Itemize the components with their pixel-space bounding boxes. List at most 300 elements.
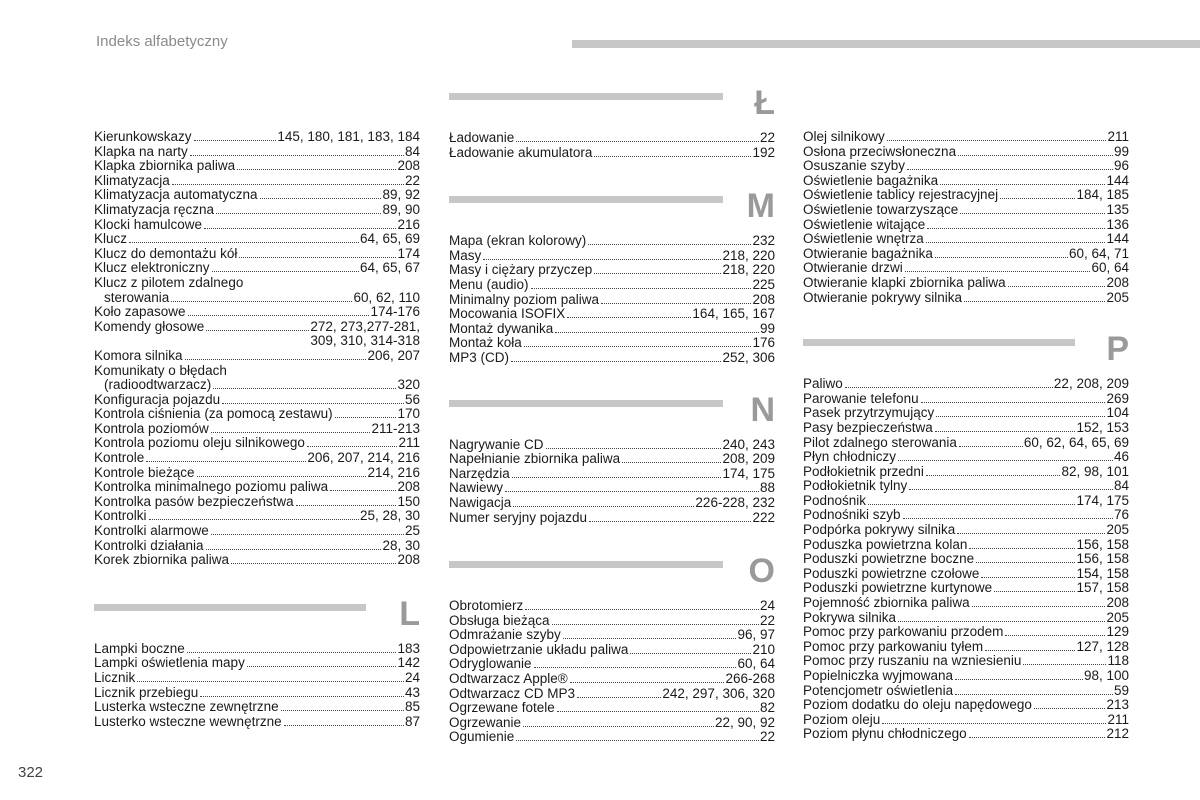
- dot-leader: [505, 491, 759, 492]
- index-entry: [803, 291, 1129, 306]
- index-term: Komendy głosowe: [94, 318, 205, 334]
- index-entry: [803, 596, 1129, 611]
- index-entry: [803, 130, 1129, 145]
- index-entry: [94, 422, 420, 437]
- index-entry: [449, 263, 775, 278]
- index-pages: 99: [759, 320, 775, 336]
- section-divider-bar: [94, 604, 366, 611]
- dot-leader: [237, 169, 396, 170]
- index-pages: 216: [397, 216, 420, 232]
- index-pages: 208: [1106, 274, 1129, 290]
- index-entry: [803, 276, 1129, 291]
- index-pages: 60, 62, 110: [353, 289, 420, 305]
- index-entry: [94, 686, 420, 701]
- index-pages: 174, 175: [1076, 492, 1129, 508]
- index-entry: [449, 614, 775, 629]
- index-term: Koło zapasowe: [94, 304, 186, 320]
- index-pages: 96, 97: [737, 627, 775, 643]
- index-pages: 96: [1113, 158, 1129, 174]
- dot-leader: [524, 346, 752, 347]
- dot-leader: [296, 505, 397, 506]
- index-pages: 156, 158: [1076, 551, 1129, 567]
- index-pages: 28, 30: [382, 537, 420, 553]
- index-pages: 60, 64: [737, 656, 775, 672]
- index-entry: [803, 552, 1129, 567]
- index-pages: 208, 209: [722, 451, 775, 467]
- dot-leader: [567, 317, 691, 318]
- index-entry: [449, 249, 775, 264]
- index-pages: 22: [759, 729, 775, 745]
- index-entry: [449, 307, 775, 322]
- index-entry: [803, 713, 1129, 728]
- index-entry: [94, 305, 420, 320]
- index-term: Klapka zbiornika paliwa: [94, 158, 236, 174]
- index-pages: 135: [1106, 201, 1129, 217]
- index-term: Kontrola poziomu oleju silnikowego: [94, 435, 305, 451]
- index-entry: [449, 599, 775, 614]
- index-term: Lampki boczne: [94, 640, 185, 656]
- index-pages: 25: [404, 523, 420, 539]
- dot-leader: [1023, 664, 1106, 665]
- index-term: Pilot zdalnego sterowania: [803, 434, 957, 450]
- index-entry: [803, 377, 1129, 392]
- index-entry: [94, 188, 420, 203]
- dot-leader: [868, 504, 1075, 505]
- index-pages: 184, 185: [1076, 187, 1129, 203]
- index-pages: 22: [759, 130, 775, 145]
- index-term: Odtwarzacz Apple®: [449, 671, 568, 687]
- index-pages: 142: [397, 655, 420, 671]
- index-entry: [94, 715, 420, 730]
- index-term: Kontrole: [94, 450, 145, 466]
- dot-leader: [936, 416, 1105, 417]
- index-term: Potencjometr oświetlenia: [803, 682, 954, 698]
- index-pages: 22: [404, 172, 420, 188]
- index-pages: 98, 100: [1083, 668, 1129, 683]
- index-term: Konfiguracja pojazdu: [94, 391, 221, 407]
- dot-leader: [516, 141, 759, 142]
- index-entry: [803, 232, 1129, 247]
- dot-leader: [972, 606, 1106, 607]
- index-pages: 127, 128: [1076, 638, 1129, 654]
- section-header: [449, 187, 775, 234]
- dot-leader: [146, 461, 306, 462]
- index-term: Kontrolki: [94, 508, 147, 524]
- index-entry: [449, 511, 775, 526]
- index-term: Klucz do demontażu kół: [94, 245, 238, 261]
- index-entry: [803, 625, 1129, 640]
- dot-leader: [935, 431, 1076, 432]
- index-pages: 152, 153: [1076, 419, 1129, 435]
- dot-leader: [194, 140, 277, 141]
- dot-leader: [534, 667, 737, 668]
- index-entry: [449, 467, 775, 482]
- index-term: Montaż dywanika: [449, 320, 554, 336]
- index-pages: 208: [397, 158, 420, 174]
- index-pages: 144: [1106, 172, 1129, 188]
- section-letter: O: [748, 552, 775, 591]
- index-pages: 150: [397, 493, 420, 509]
- index-pages: 269: [1106, 390, 1129, 406]
- index-pages: 144: [1106, 231, 1129, 247]
- index-pages: 24: [404, 670, 420, 685]
- index-pages: 222: [752, 509, 775, 525]
- dot-leader: [213, 388, 396, 389]
- index-pages: 24: [759, 598, 775, 614]
- dot-leader: [247, 666, 397, 667]
- index-pages: 206, 207: [367, 347, 420, 363]
- index-term: Oświetlenie bagażnika: [803, 172, 939, 188]
- index-term: Pomoc przy ruszaniu na wzniesieniu: [803, 653, 1022, 669]
- index-term: Podnośniki szyb: [803, 507, 901, 523]
- index-pages: 208: [397, 479, 420, 495]
- index-term: Osuszanie szyby: [803, 158, 906, 174]
- index-term: Napełnianie zbiornika paliwa: [449, 451, 621, 467]
- index-entry: [94, 291, 420, 306]
- dot-leader: [211, 534, 404, 535]
- index-term: Mocowania ISOFIX: [449, 306, 566, 322]
- dot-leader: [557, 711, 759, 712]
- index-term: Klocki hamulcowe: [94, 216, 203, 232]
- index-pages: 252, 306: [722, 349, 775, 365]
- index-pages: 309, 310, 314-318: [310, 333, 420, 349]
- dot-leader: [955, 694, 1113, 695]
- index-entry: [803, 669, 1129, 684]
- section-header: [449, 84, 775, 131]
- index-entry: [803, 494, 1129, 509]
- dot-leader: [307, 446, 398, 447]
- dot-leader: [957, 533, 1105, 534]
- index-entry: [449, 131, 775, 146]
- dot-leader: [149, 519, 359, 520]
- index-entry: [449, 628, 775, 643]
- index-pages: 59: [1113, 682, 1129, 698]
- dot-leader: [985, 650, 1075, 651]
- index-entry: [94, 436, 420, 451]
- dot-leader: [200, 696, 404, 697]
- dot-leader: [601, 303, 751, 304]
- section-letter: M: [746, 187, 775, 226]
- index-entry: [449, 730, 775, 745]
- index-entry: [94, 509, 420, 524]
- index-term: Klucz z pilotem zdalnego: [94, 274, 244, 290]
- index-entry: [803, 567, 1129, 582]
- dot-leader: [577, 697, 661, 698]
- index-pages: 211: [398, 435, 420, 451]
- index-entry: [94, 393, 420, 408]
- index-entry: [803, 174, 1129, 189]
- section-letter: N: [750, 390, 775, 429]
- index-entry: [449, 701, 775, 716]
- index-pages: 85: [404, 699, 420, 715]
- index-entry: [94, 247, 420, 262]
- index-term: Nawigacja: [449, 494, 512, 510]
- index-term: MP3 (CD): [449, 349, 509, 365]
- index-pages: 43: [404, 684, 420, 700]
- dot-leader: [570, 682, 725, 683]
- index-entry: [803, 465, 1129, 480]
- index-entry: [94, 130, 420, 145]
- index-pages: 218, 220: [722, 262, 775, 278]
- dot-leader: [959, 446, 1023, 447]
- dot-leader: [981, 577, 1075, 578]
- index-column-2: [449, 84, 775, 745]
- dot-leader: [994, 591, 1075, 592]
- index-term: Poduszka powietrzna kolan: [803, 536, 968, 552]
- index-entry: [803, 203, 1129, 218]
- index-pages: 206, 207, 214, 216: [307, 450, 420, 466]
- dot-leader: [903, 518, 1113, 519]
- index-term: Kontrola ciśnienia (za pomocą zestawu): [94, 406, 333, 422]
- index-term: Montaż koła: [449, 335, 522, 351]
- header-divider-bar: [572, 40, 1200, 48]
- index-pages: 225: [752, 276, 775, 292]
- index-term: sterowania: [104, 289, 170, 305]
- dot-leader: [909, 489, 1113, 490]
- index-entry: [803, 523, 1129, 538]
- index-pages: 272, 273,277-281,: [310, 318, 420, 334]
- index-pages: 211: [1107, 129, 1129, 144]
- dot-leader: [960, 213, 1105, 214]
- index-term: Podłokietnik tylny: [803, 478, 908, 494]
- index-entry: [803, 611, 1129, 626]
- dot-leader: [622, 462, 721, 463]
- index-pages: 183: [397, 640, 420, 656]
- index-entry: [94, 700, 420, 715]
- index-term: Narzędzia: [449, 465, 510, 481]
- index-pages: 156, 158: [1076, 536, 1129, 552]
- index-pages: 82: [759, 700, 775, 716]
- dot-leader: [260, 198, 382, 199]
- dot-leader: [926, 242, 1106, 243]
- index-term: Parowanie telefonu: [803, 390, 919, 406]
- index-term: Oświetlenie wnętrza: [803, 231, 924, 247]
- index-entry: [94, 203, 420, 218]
- index-entry: [94, 671, 420, 686]
- index-entry: [449, 293, 775, 308]
- dot-leader: [898, 621, 1105, 622]
- index-entry: [94, 320, 420, 335]
- dot-leader: [552, 624, 759, 625]
- index-term: Ogumienie: [449, 729, 515, 745]
- dot-leader: [525, 609, 759, 610]
- dot-leader: [137, 681, 404, 682]
- index-pages: 84: [404, 143, 420, 159]
- index-term: Kierunkowskazy: [94, 129, 192, 144]
- index-entry: [94, 524, 420, 539]
- dot-leader: [239, 257, 396, 258]
- index-pages: 212: [1106, 726, 1129, 742]
- index-pages: 205: [1106, 609, 1129, 625]
- index-pages: 210: [752, 641, 775, 657]
- index-entry: [803, 188, 1129, 203]
- index-entry: [803, 159, 1129, 174]
- index-entry: [449, 716, 775, 731]
- dot-leader: [211, 432, 371, 433]
- index-entry: [803, 684, 1129, 699]
- dot-leader: [594, 156, 751, 157]
- index-term: Poziom płynu chłodniczego: [803, 726, 967, 742]
- index-pages: 118: [1107, 653, 1129, 669]
- index-entry: [94, 642, 420, 657]
- section-divider-bar: [449, 93, 723, 100]
- dot-leader: [523, 726, 714, 727]
- index-entry: [94, 349, 420, 364]
- index-term: Komora silnika: [94, 347, 183, 363]
- dot-leader: [330, 490, 396, 491]
- dot-leader: [589, 521, 751, 522]
- index-entry: [94, 407, 420, 422]
- index-entry: [449, 278, 775, 293]
- dot-leader: [206, 549, 382, 550]
- dot-leader: [187, 652, 397, 653]
- index-entry: [803, 145, 1129, 160]
- index-term: Kontrolki działania: [94, 537, 204, 553]
- index-pages: 136: [1106, 216, 1129, 232]
- page-number: 322: [18, 764, 44, 781]
- index-entry: [449, 672, 775, 687]
- index-term: Menu (audio): [449, 276, 529, 292]
- dot-leader: [1008, 286, 1106, 287]
- index-term: Otwieranie bagażnika: [803, 245, 933, 261]
- dot-leader: [1034, 708, 1106, 709]
- index-entry: [803, 640, 1129, 655]
- index-pages: 60, 62, 64, 65, 69: [1023, 434, 1129, 450]
- index-term: Podnośnik: [803, 492, 867, 508]
- index-term: Kontrola poziomów: [94, 420, 209, 436]
- dot-leader: [204, 228, 396, 229]
- dot-leader: [172, 184, 404, 185]
- index-term: Poduszki powietrzne boczne: [803, 551, 975, 567]
- index-term: Oświetlenie tablicy rejestracyjnej: [803, 187, 999, 203]
- index-pages: 208: [1106, 595, 1129, 611]
- index-pages: 174: [397, 245, 420, 261]
- dot-leader: [171, 301, 352, 302]
- dot-leader: [958, 155, 1113, 156]
- index-entry: [449, 234, 775, 249]
- index-term: Poduszki powietrzne kurtynowe: [803, 580, 993, 596]
- index-pages: 226-228, 232: [695, 494, 775, 510]
- index-term: Odmrażanie szyby: [449, 627, 561, 643]
- dot-leader: [921, 402, 1106, 403]
- index-entry: [803, 421, 1129, 436]
- dot-leader: [216, 213, 381, 214]
- section-letter: L: [399, 594, 420, 633]
- index-term: Klimatyzacja: [94, 172, 170, 188]
- index-entry: [449, 322, 775, 337]
- index-term: Poziom oleju: [803, 711, 881, 727]
- index-term: Obrotomierz: [449, 598, 524, 614]
- index-term: Oświetlenie witające: [803, 216, 926, 232]
- index-term: Mapa (ekran kolorowy): [449, 233, 587, 249]
- index-pages: 99: [1113, 143, 1129, 159]
- dot-leader: [588, 244, 751, 245]
- index-term: Lusterka wsteczne zewnętrzne: [94, 699, 279, 715]
- index-pages: 205: [1106, 289, 1129, 305]
- dot-leader: [882, 723, 1106, 724]
- index-entry: [803, 406, 1129, 421]
- index-pages: 154, 158: [1076, 565, 1129, 581]
- index-term: Odpowietrzanie układu paliwa: [449, 641, 629, 657]
- dot-leader: [887, 140, 1107, 141]
- index-entry: [449, 351, 775, 366]
- index-pages: 266-268: [725, 671, 775, 687]
- index-term: Pokrywa silnika: [803, 609, 897, 625]
- dot-leader: [926, 475, 1061, 476]
- index-term: Popielniczka wyjmowana: [803, 668, 954, 683]
- index-entry: [449, 687, 775, 702]
- section-letter: P: [1106, 330, 1129, 369]
- index-entry: [94, 261, 420, 276]
- index-entry: [94, 159, 420, 174]
- page-title: Indeks alfabetyczny: [96, 33, 228, 50]
- dot-leader: [531, 288, 752, 289]
- index-term: Nagrywanie CD: [449, 436, 544, 452]
- index-pages: 205: [1106, 522, 1129, 538]
- index-term: Poduszki powietrzne czołowe: [803, 565, 980, 581]
- index-entry: [449, 146, 775, 161]
- index-entry: [94, 232, 420, 247]
- dot-leader: [955, 679, 1083, 680]
- index-entry: [803, 392, 1129, 407]
- dot-leader: [935, 257, 1068, 258]
- dot-leader: [483, 259, 721, 260]
- index-term: Lampki oświetlenia mapy: [94, 655, 245, 671]
- dot-leader: [190, 155, 404, 156]
- dot-leader: [212, 271, 359, 272]
- index-pages: 22: [759, 612, 775, 628]
- dot-leader: [969, 548, 1075, 549]
- index-entry: [94, 495, 420, 510]
- index-pages: 89, 90: [382, 201, 420, 217]
- index-entry: [94, 334, 420, 349]
- index-entry: [803, 698, 1129, 713]
- index-pages: 174, 175: [722, 465, 775, 481]
- index-pages: 88: [759, 480, 775, 496]
- dot-leader: [546, 448, 722, 449]
- index-pages: 240, 243: [722, 436, 775, 452]
- index-entry: [803, 508, 1129, 523]
- index-column-1: [94, 130, 420, 729]
- index-entry: [803, 727, 1129, 742]
- dot-leader: [185, 359, 367, 360]
- section-header: [449, 390, 775, 438]
- dot-leader: [563, 638, 737, 639]
- index-term: Kontrolka pasów bezpieczeństwa: [94, 493, 294, 509]
- dot-leader: [1000, 198, 1075, 199]
- index-term: Kontrole bieżące: [94, 464, 195, 480]
- index-entry: [94, 451, 420, 466]
- index-pages: 87: [404, 713, 420, 729]
- index-pages: 164, 165, 167: [692, 306, 775, 322]
- index-entry: [94, 539, 420, 554]
- dot-leader: [1005, 635, 1105, 636]
- dot-leader: [284, 725, 404, 726]
- index-term: (radioodtwarzacz): [104, 377, 212, 393]
- index-term: Numer seryjny pojazdu: [449, 509, 588, 525]
- dot-leader: [516, 740, 759, 741]
- index-entry: [449, 336, 775, 351]
- index-pages: 104: [1106, 405, 1129, 421]
- index-term: Paliwo: [803, 376, 843, 392]
- index-pages: 22, 90, 92: [714, 714, 775, 730]
- index-term: Nawiewy: [449, 480, 504, 496]
- index-pages: 60, 64: [1091, 260, 1129, 276]
- index-term: Olej silnikowy: [803, 129, 885, 144]
- index-pages: 174-176: [370, 304, 420, 320]
- index-term: Licznik przebiegu: [94, 684, 199, 700]
- dot-leader: [129, 242, 359, 243]
